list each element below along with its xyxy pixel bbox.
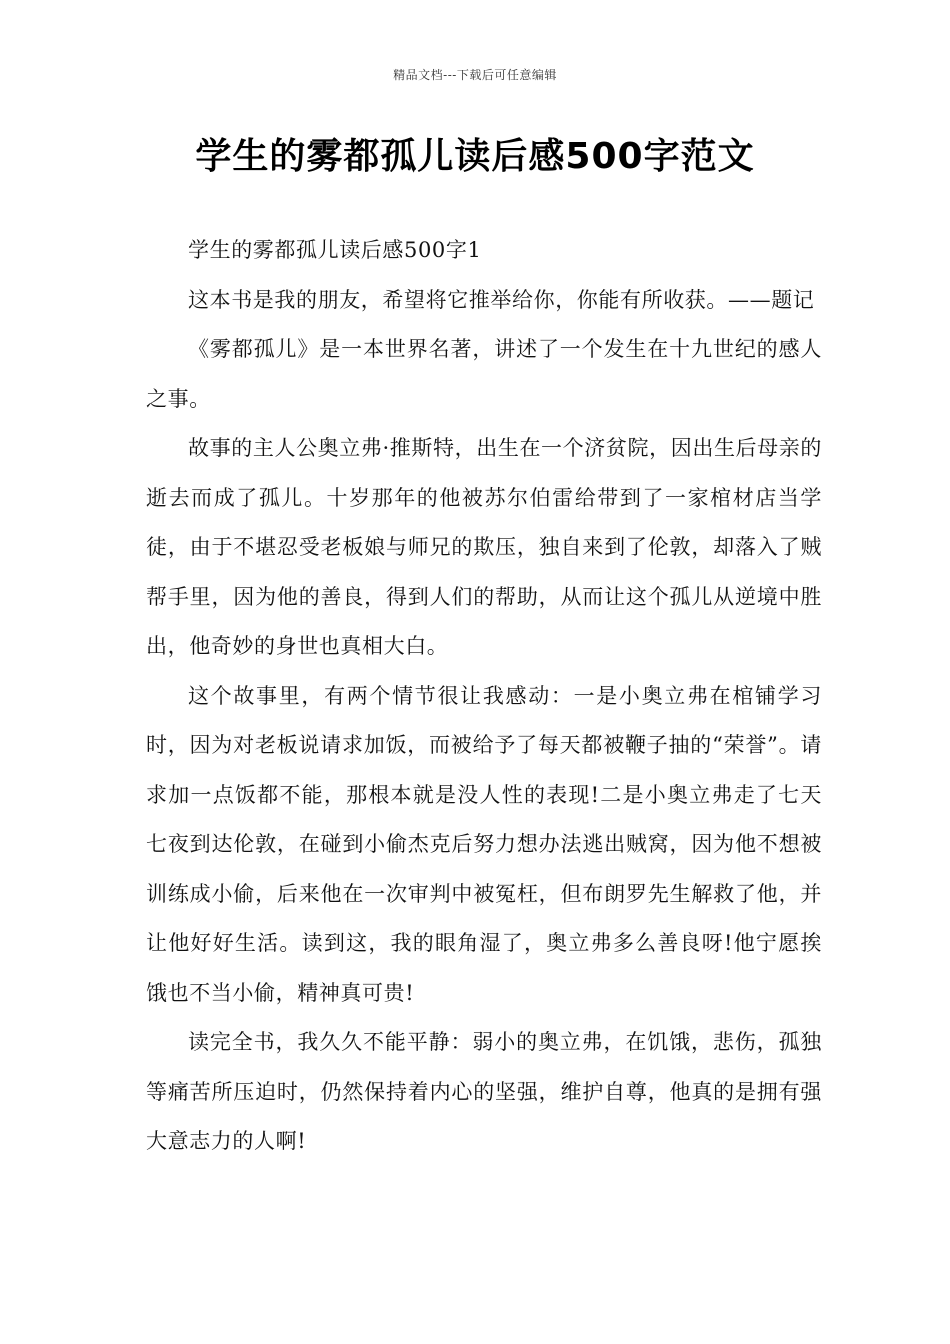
paragraph-conclusion: 读完全书，我久久不能平静：弱小的奥立弗，在饥饿，悲伤，孤独等痛苦所压迫时，仍然保持着内心的坚强，维护自尊，他真的是拥有强大意志力的人啊! <box>146 1030 822 1153</box>
document-body <box>146 226 822 1167</box>
paragraph-story: 故事的主人公奥立弗·推斯特，出生在一个济贫院，因出生后母亲的逝去而成了孤儿。十岁那年的他被苏尔伯雷给带到了一家棺材店当学徒，由于不堪忍受老板娘与师兄的欺压，独自来到了伦敦，却落入了贼帮手里，因为他的善良，得到人们的帮助，从而让这个孤儿从逆境中胜出，他奇妙的身世也真相大白。 <box>146 436 822 658</box>
paragraph-intro: 《雾都孤儿》是一本世界名著，讲述了一个发生在十九世纪的感人之事。 <box>146 337 822 411</box>
paragraph-epigraph: 这本书是我的朋友，希望将它推举给你，你能有所收获。——题记 <box>188 287 815 312</box>
paragraph-moving-scenes: 这个故事里，有两个情节很让我感动：一是小奥立弗在棺铺学习时，因为对老板说请求加饭，而被给予了每天都被鞭子抽的“荣誉”。请求加一点饭都不能，那根本就是没人性的表现!二是小奥立弗走了七天七夜到达伦敦，在碰到小偷杰克后努力想办法逃出贼窝，因为他不想被训练成小偷，后来他在一次审判中被冤枉，但布朗罗先生解救了他，并让他好好生活。读到这，我的眼角湿了，奥立弗多么善良呀!他宁愿挨饿也不当小偷，精神真可贵! <box>146 683 822 1005</box>
header-note: 精品文档---下载后可任意编辑 <box>393 68 557 82</box>
paragraph-subtitle: 学生的雾都孤儿读后感500字1 <box>188 238 482 262</box>
document-title: 学生的雾都孤儿读后感500字范文 <box>195 136 755 177</box>
